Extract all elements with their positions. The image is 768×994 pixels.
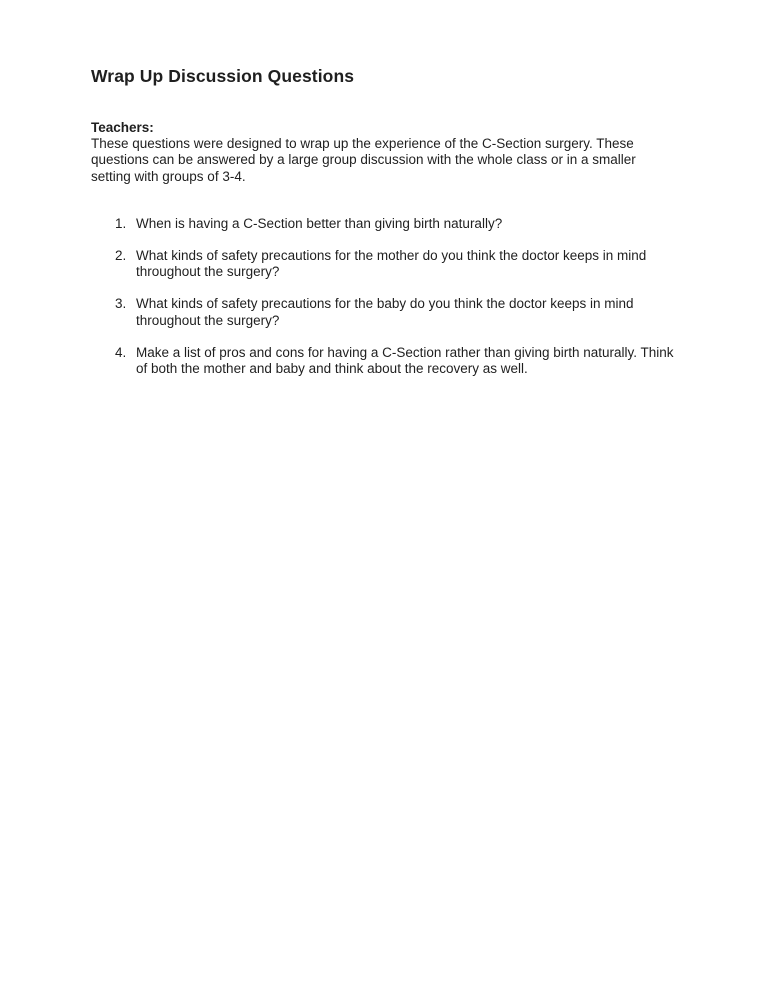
teachers-paragraph: [91, 120, 679, 185]
question-item: [115, 248, 679, 280]
question-item: [115, 296, 679, 328]
document-title: Wrap Up Discussion Questions: [91, 66, 355, 86]
question-number: 4.: [115, 344, 127, 360]
question-number: 1.: [115, 215, 127, 231]
question-text: What kinds of safety precautions for the baby do you think the doctor keeps in mind throughout the surgery?: [136, 296, 634, 328]
question-number: 2.: [115, 248, 127, 264]
question-text: When is having a C-Section better than giving birth naturally?: [136, 215, 503, 231]
teachers-label: Teachers:: [91, 120, 154, 135]
question-text: Make a list of pros and cons for having a C-Section rather than giving birth naturally. Think of both the mother and baby and think about the recovery as well.: [136, 344, 674, 377]
question-list: [91, 216, 679, 377]
question-number: 3.: [115, 296, 127, 312]
question-item: [115, 216, 679, 232]
document-content: [91, 66, 679, 393]
question-text: What kinds of safety precautions for the mother do you think the doctor keeps in mind throughout the surgery?: [136, 248, 647, 280]
intro-text: These questions were designed to wrap up the experience of the C-Section surgery. These questions can be answered by a large group discussion with the whole class or in a smaller setting with groups of 3-4.: [91, 136, 636, 184]
question-item: [115, 345, 679, 377]
